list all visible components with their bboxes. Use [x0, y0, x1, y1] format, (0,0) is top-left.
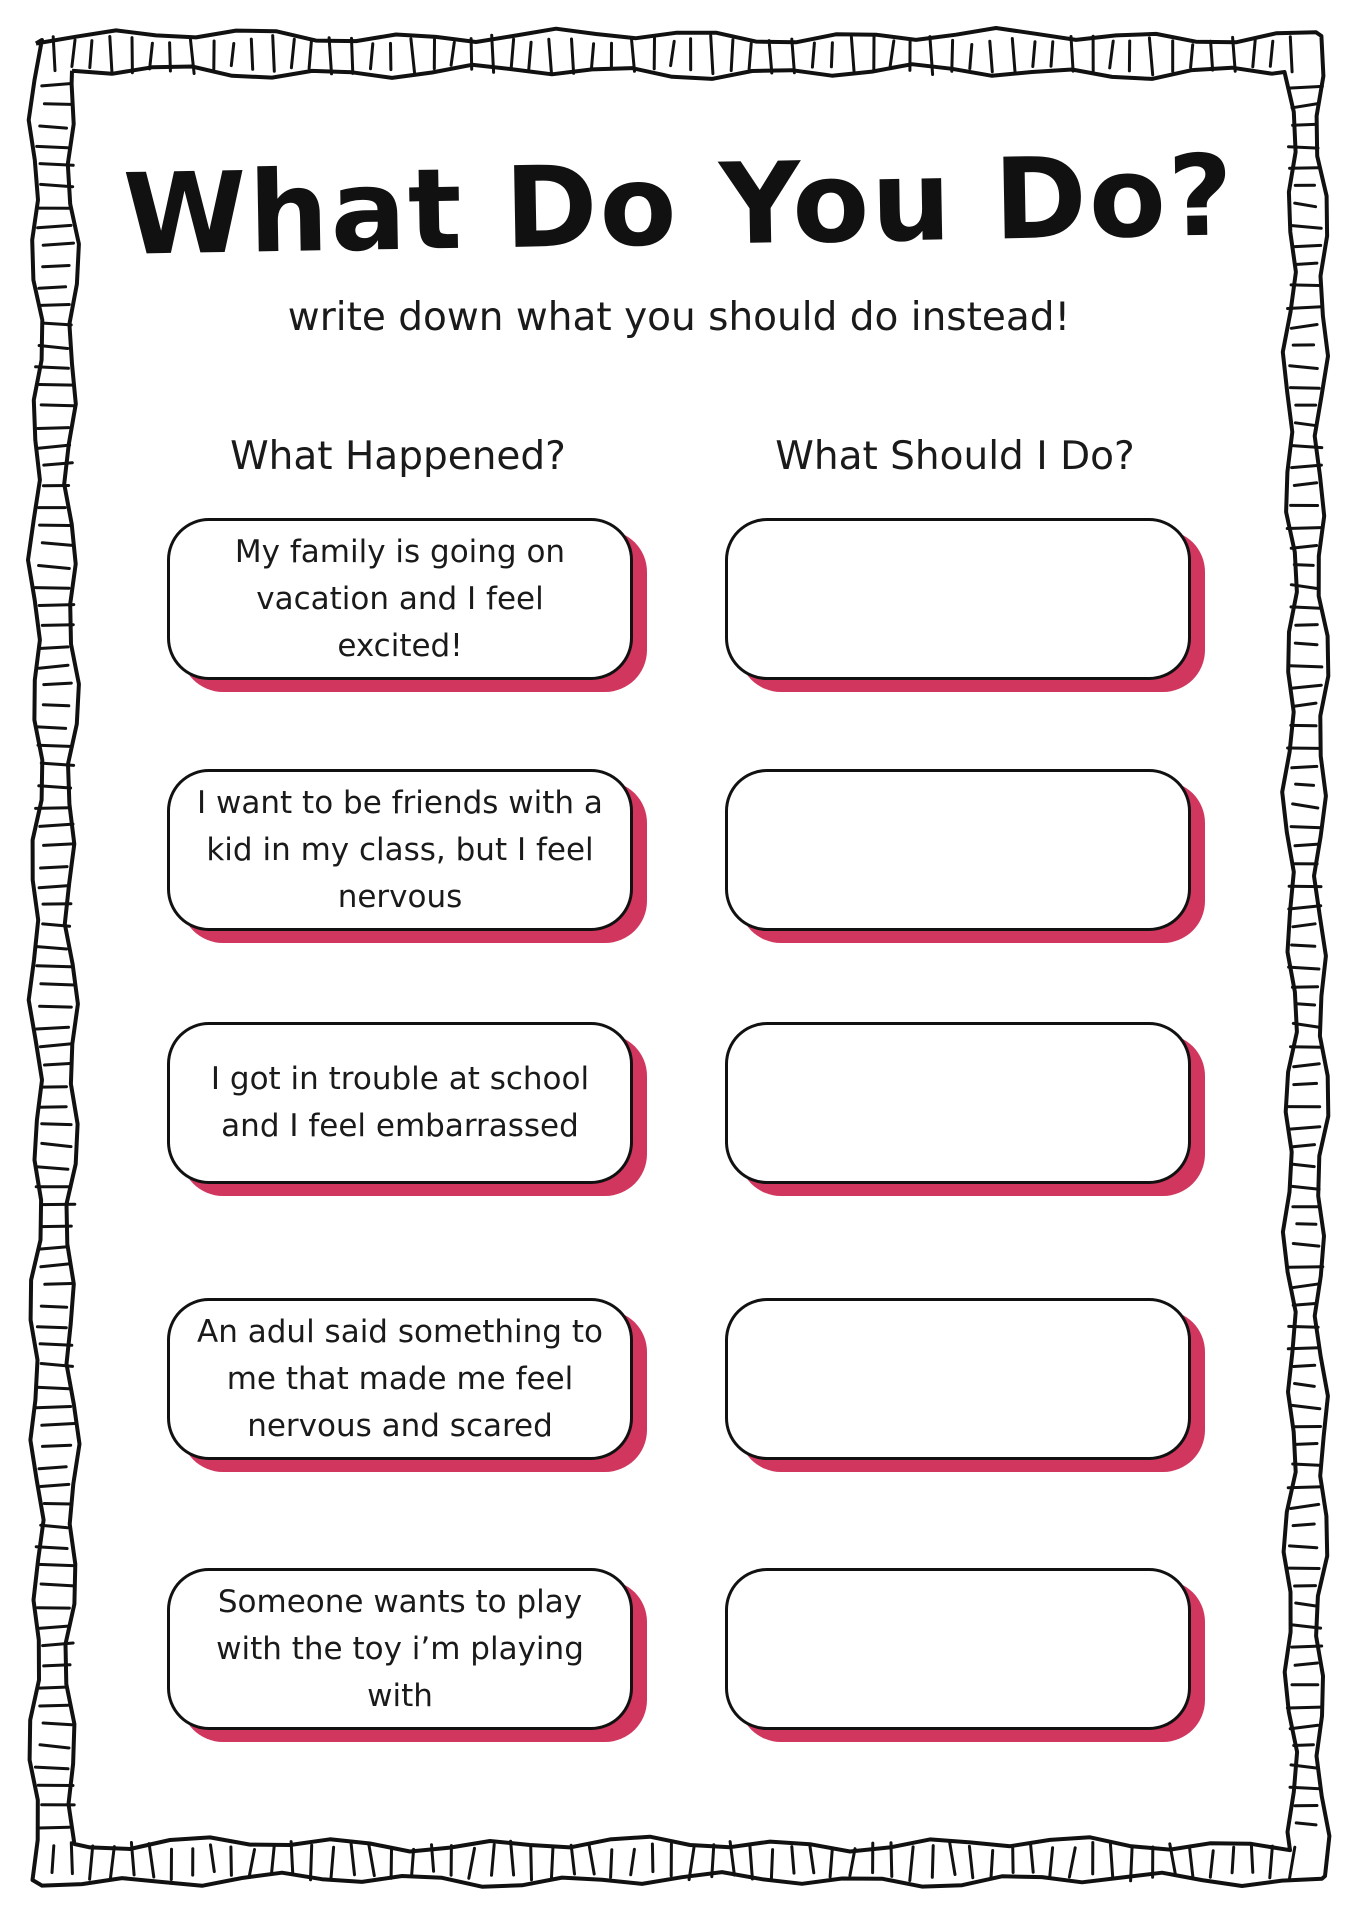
answer-box[interactable]	[725, 1568, 1191, 1730]
scenario-card: I want to be friends with a kid in my class, but I feel nervous	[167, 769, 633, 931]
answer-box[interactable]	[725, 518, 1191, 680]
page-title: What Do You Do?	[122, 131, 1236, 281]
column-header-what-should-i-do: What Should I Do?	[775, 434, 1135, 479]
answer-box[interactable]	[725, 769, 1191, 931]
scenario-card: I got in trouble at school and I feel embarrassed	[167, 1022, 633, 1184]
page-subtitle: write down what you should do instead!	[287, 295, 1071, 340]
scenario-card: An adul said something to me that made me feel nervous and scared	[167, 1298, 633, 1460]
scenario-card: My family is going on vacation and I feel excited!	[167, 518, 633, 680]
answer-box[interactable]	[725, 1298, 1191, 1460]
column-header-what-happened: What Happened?	[230, 434, 566, 479]
answer-box[interactable]	[725, 1022, 1191, 1184]
scenario-card: Someone wants to play with the toy i’m playing with	[167, 1568, 633, 1730]
